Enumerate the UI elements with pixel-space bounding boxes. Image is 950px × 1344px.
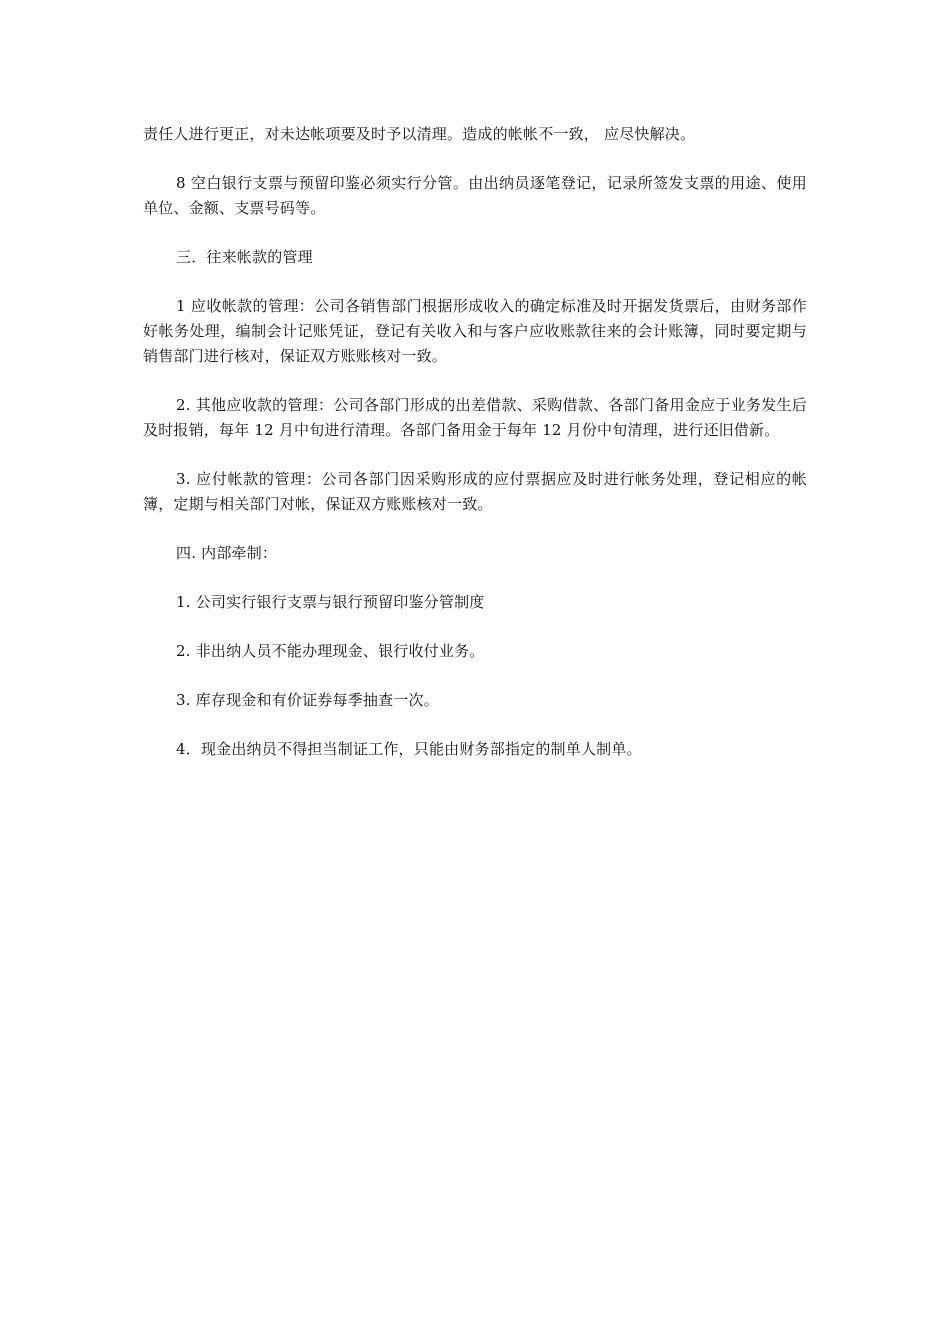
document-body bbox=[143, 122, 807, 786]
list-item-1: 1. 公司实行银行支票与银行预留印鉴分管制度 bbox=[176, 593, 485, 611]
section-heading-3: 三．往来帐款的管理 bbox=[176, 248, 313, 266]
paragraph-other-receivables: 2. 其他应收款的管理：公司各部门形成的出差借款、采购借款、各部门备用金应于业务发生后及时报销，每年 12 月中旬进行清理。各部门备用金于每年 12 月份中旬清理，进行还旧借新。 bbox=[143, 396, 807, 439]
paragraph-receivables: 1 应收帐款的管理：公司各销售部门根据形成收入的确定标准及时开据发货票后，由财务部作好帐务处理，编制会计记账凭证，登记有关收入和与客户应收账款往来的会计账簿，同时要定期与销售部门进行核对，保证双方账账核对一致。 bbox=[143, 297, 807, 365]
list-item-4: 4．现金出纳员不得担当制证工作，只能由财务部指定的制单人制单。 bbox=[176, 740, 642, 758]
paragraph-payables: 3. 应付帐款的管理：公司各部门因采购形成的应付票据应及时进行帐务处理，登记相应的帐簿，定期与相关部门对帐，保证双方账账核对一致。 bbox=[143, 470, 807, 513]
paragraph-continuation: 责任人进行更正，对未达帐项要及时予以清理。造成的帐帐不一致， 应尽快解决。 bbox=[143, 125, 696, 143]
list-item-3: 3. 库存现金和有价证券每季抽查一次。 bbox=[176, 691, 439, 709]
list-item-2: 2. 非出纳人员不能办理现金、银行收付业务。 bbox=[176, 642, 485, 660]
paragraph-item-8: 8 空白银行支票与预留印鉴必须实行分管。由出纳员逐笔登记，记录所签发支票的用途、使用单位、金额、支票号码等。 bbox=[143, 174, 807, 217]
section-heading-4: 四. 内部牵制： bbox=[176, 544, 278, 562]
